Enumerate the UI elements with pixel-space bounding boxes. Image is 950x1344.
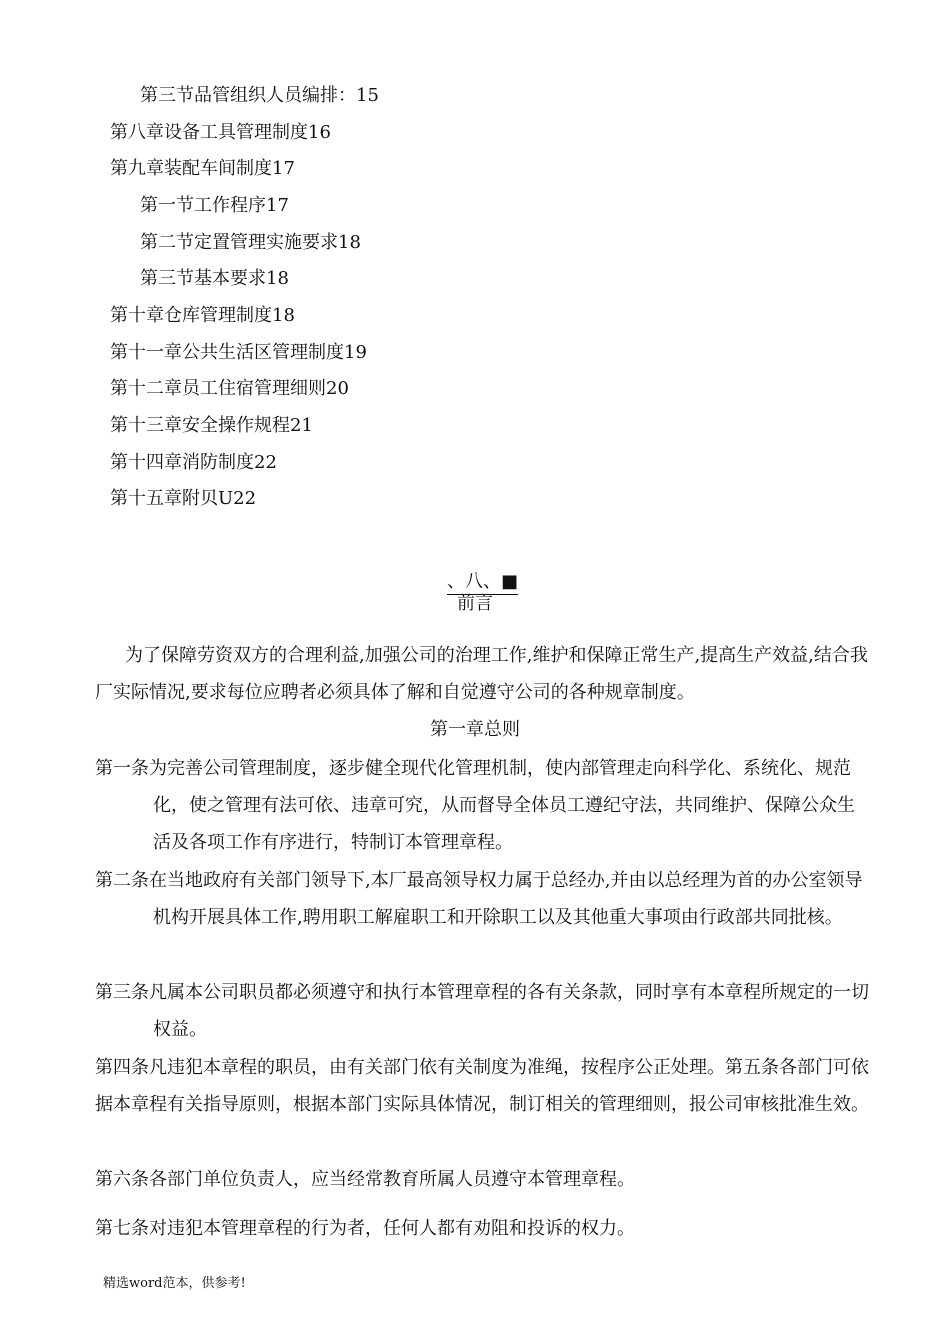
article-3: 第三条凡属本公司职员都必须遵守和执行本管理章程的各有关条款，同时享有本章程所规定的一切权益。: [95, 982, 869, 1040]
toc-entry: 第九章装配车间制度17: [110, 158, 295, 179]
toc-entry: 第十三章安全操作规程21: [110, 415, 313, 436]
toc-entry: 第十一章公共生活区管理制度19: [110, 342, 367, 363]
toc-entry: 第二节定置管理实施要求18: [140, 232, 361, 253]
toc-entry: 第十章仓库管理制度18: [110, 305, 295, 326]
toc-entry: 第十五章附贝U22: [110, 488, 257, 509]
article-2: 第二条在当地政府有关部门领导下,本厂最高领导权力属于总经办,并由以总经理为首的办公室领导机构开展具体工作,聘用职工解雇职工和开除职工以及其他重大事项由行政部共同批核。: [95, 870, 863, 928]
chapter-title: 第一章总则: [430, 719, 520, 740]
preface-title: 前言: [457, 593, 493, 614]
toc-entry: 第三节品管组织人员编排：15: [140, 85, 379, 106]
article-4: 第四条凡违犯本章程的职员，由有关部门依有关制度为准绳，按程序公正处理。第五条各部门可依据本章程有关指导原则，根据本部门实际具体情况，制订相关的管理细则，报公司审核批准生效。: [95, 1057, 869, 1115]
decorative-heading: 、八、■: [447, 570, 518, 595]
toc-entry: 第八章设备工具管理制度16: [110, 122, 331, 143]
page-footer: 精选word范本，供参考!: [103, 1276, 246, 1291]
toc-entry: 第十四章消防制度22: [110, 452, 277, 473]
article-6: 第六条各部门单位负责人，应当经常教育所属人员遵守本管理章程。: [95, 1169, 635, 1190]
article-1: 第一条为完善公司管理制度，逐步健全现代化管理机制，使内部管理走向科学化、系统化、规范化，使之管理有法可依、违章可究，从而督导全体员工遵纪守法，共同维护、保障公众生活及各项工作有序进行，特制订本管理章程。: [95, 758, 855, 853]
article-7: 第七条对违犯本管理章程的行为者，任何人都有劝阻和投诉的权力。: [95, 1218, 635, 1239]
preface-paragraph: 为了保障劳资双方的合理利益,加强公司的治理工作,维护和保障正常生产,提高生产效益,结合我厂实际情况,要求每位应聘者必须具体了解和自觉遵守公司的各种规章制度。: [95, 645, 868, 703]
toc-entry: 第十二章员工住宿管理细则20: [110, 378, 349, 399]
toc-entry: 第三节基本要求18: [140, 268, 289, 289]
toc-entry: 第一节工作程序17: [140, 195, 289, 216]
